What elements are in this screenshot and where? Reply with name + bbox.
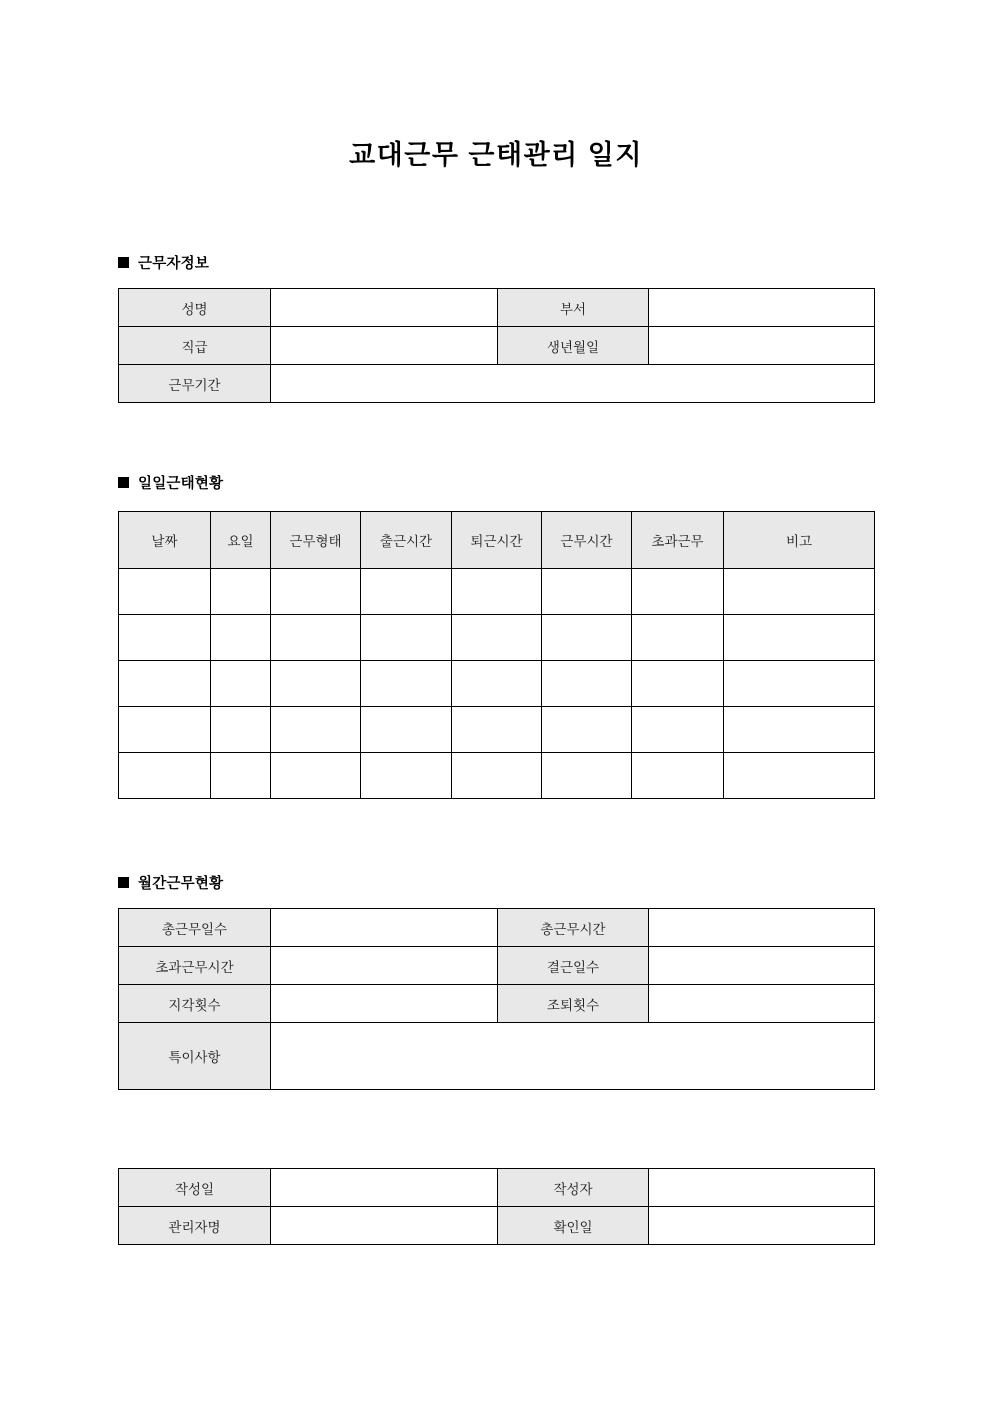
field-label-work-period: 근무기간 [119,365,271,403]
field-value-written-date[interactable] [271,1169,498,1207]
cell-weekday[interactable] [211,753,271,799]
page-title: 교대근무 근태관리 일지 [349,140,643,170]
cell-date[interactable] [119,753,211,799]
section-heading-daily-attendance [118,472,223,493]
cell-overtime[interactable] [632,707,724,753]
cell-clock-in[interactable] [361,707,452,753]
table-row [119,753,875,799]
field-label-total-work-hours: 총근무시간 [498,909,649,947]
table-row [119,1023,875,1090]
cell-work-hours[interactable] [542,707,632,753]
cell-date[interactable] [119,569,211,615]
table-row [119,365,875,403]
section-heading-label: 월간근무현황 [138,876,224,892]
section-heading-worker-info [118,252,209,273]
field-label-birthdate: 생년월일 [498,327,649,365]
cell-clock-out[interactable] [452,615,542,661]
table-header-row [119,512,875,569]
column-header-clock-in: 출근시간 [361,512,452,569]
column-header-weekday: 요일 [211,512,271,569]
field-value-manager-name[interactable] [271,1207,498,1245]
field-value-late-count[interactable] [271,985,498,1023]
cell-work-hours[interactable] [542,753,632,799]
field-label-name: 성명 [119,289,271,327]
cell-overtime[interactable] [632,753,724,799]
field-value-total-work-hours[interactable] [649,909,875,947]
column-header-clock-out: 퇴근시간 [452,512,542,569]
cell-weekday[interactable] [211,707,271,753]
cell-date[interactable] [119,707,211,753]
field-value-total-work-days[interactable] [271,909,498,947]
field-label-early-leave-count: 조퇴횟수 [498,985,649,1023]
table-row [119,615,875,661]
column-header-remarks: 비고 [724,512,875,569]
square-bullet-icon [118,477,129,488]
table-row [119,985,875,1023]
table-row [119,909,875,947]
table-row [119,1207,875,1245]
field-label-late-count: 지각횟수 [119,985,271,1023]
field-value-confirm-date[interactable] [649,1207,875,1245]
column-header-date: 날짜 [119,512,211,569]
field-label-department: 부서 [498,289,649,327]
cell-work-type[interactable] [271,615,361,661]
section-heading-label: 근무자정보 [138,256,210,272]
field-label-author: 작성자 [498,1169,649,1207]
cell-clock-in[interactable] [361,615,452,661]
table-row [119,289,875,327]
cell-work-hours[interactable] [542,615,632,661]
field-value-position[interactable] [271,327,498,365]
cell-work-type[interactable] [271,661,361,707]
cell-remarks[interactable] [724,615,875,661]
field-label-confirm-date: 확인일 [498,1207,649,1245]
field-label-absence-days: 결근일수 [498,947,649,985]
cell-remarks[interactable] [724,707,875,753]
field-value-author[interactable] [649,1169,875,1207]
table-row [119,569,875,615]
table-row [119,327,875,365]
column-header-work-hours: 근무시간 [542,512,632,569]
field-value-special-notes[interactable] [271,1023,875,1090]
cell-work-type[interactable] [271,753,361,799]
table-row [119,707,875,753]
field-label-position: 직급 [119,327,271,365]
worker-info-table [118,288,875,403]
field-value-birthdate[interactable] [649,327,875,365]
cell-weekday[interactable] [211,615,271,661]
cell-clock-in[interactable] [361,661,452,707]
cell-work-type[interactable] [271,707,361,753]
table-row [119,1169,875,1207]
field-label-special-notes: 특이사항 [119,1023,271,1090]
cell-work-hours[interactable] [542,569,632,615]
cell-clock-out[interactable] [452,661,542,707]
field-value-overtime-hours[interactable] [271,947,498,985]
field-label-overtime-hours: 초과근무시간 [119,947,271,985]
section-heading-label: 일일근태현황 [138,476,224,492]
cell-remarks[interactable] [724,753,875,799]
section-heading-monthly-status [118,872,223,893]
field-value-work-period[interactable] [271,365,875,403]
signature-table [118,1168,875,1245]
cell-clock-out[interactable] [452,707,542,753]
column-header-work-type: 근무형태 [271,512,361,569]
cell-work-hours[interactable] [542,661,632,707]
cell-remarks[interactable] [724,661,875,707]
field-value-early-leave-count[interactable] [649,985,875,1023]
daily-attendance-table [118,511,875,799]
monthly-status-table [118,908,875,1090]
field-value-absence-days[interactable] [649,947,875,985]
cell-overtime[interactable] [632,569,724,615]
cell-work-type[interactable] [271,569,361,615]
cell-clock-out[interactable] [452,753,542,799]
cell-overtime[interactable] [632,661,724,707]
cell-clock-out[interactable] [452,569,542,615]
field-label-total-work-days: 총근무일수 [119,909,271,947]
field-value-department[interactable] [649,289,875,327]
column-header-overtime: 초과근무 [632,512,724,569]
table-row [119,947,875,985]
cell-date[interactable] [119,661,211,707]
cell-clock-in[interactable] [361,753,452,799]
cell-clock-in[interactable] [361,569,452,615]
field-label-manager-name: 관리자명 [119,1207,271,1245]
cell-weekday[interactable] [211,661,271,707]
field-value-name[interactable] [271,289,498,327]
square-bullet-icon [118,257,129,268]
square-bullet-icon [118,877,129,888]
cell-remarks[interactable] [724,569,875,615]
table-row [119,661,875,707]
field-label-written-date: 작성일 [119,1169,271,1207]
cell-overtime[interactable] [632,615,724,661]
cell-date[interactable] [119,615,211,661]
cell-weekday[interactable] [211,569,271,615]
